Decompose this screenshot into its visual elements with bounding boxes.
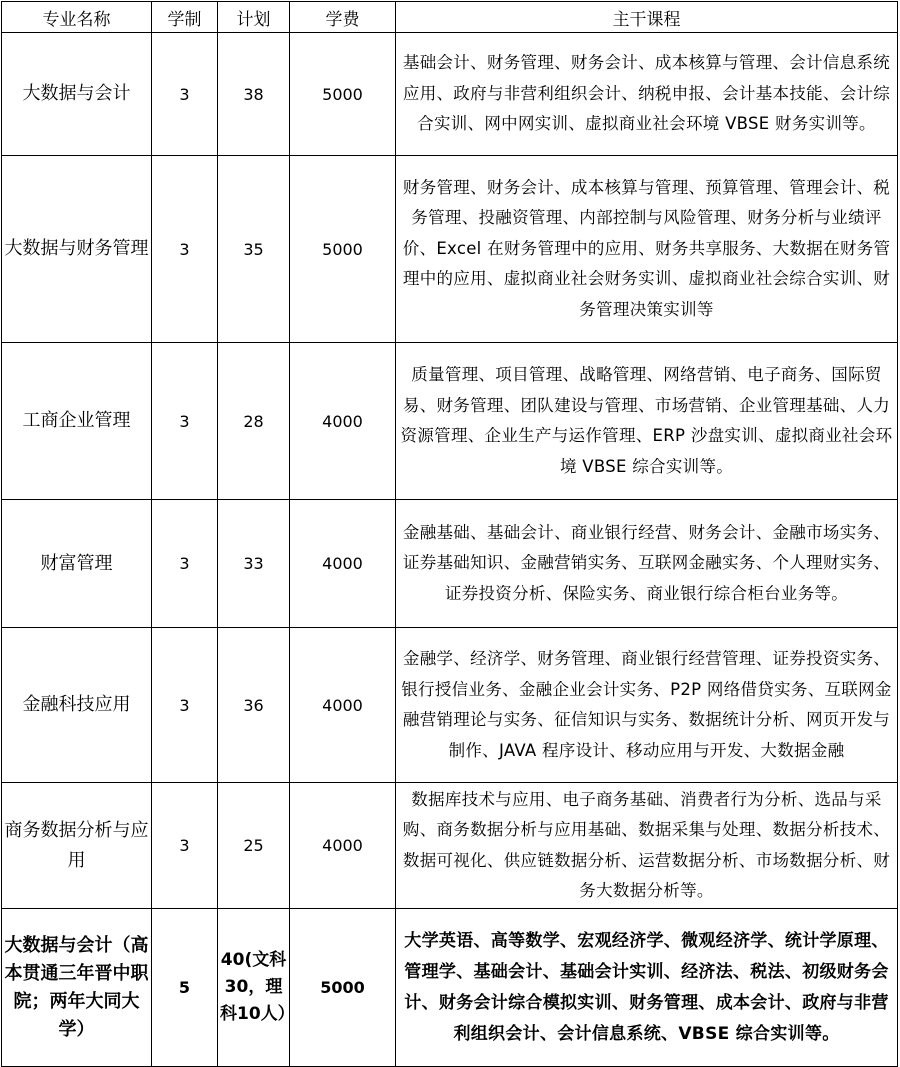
tuition-cell: 5000 (290, 33, 396, 156)
header-tuition: 学费 (290, 2, 396, 33)
tuition-cell: 4000 (290, 500, 396, 628)
header-major-name: 专业名称 (2, 2, 152, 33)
duration-cell: 3 (152, 33, 218, 156)
duration-cell: 3 (152, 628, 218, 783)
table-row (2, 500, 898, 628)
program-table (1, 1, 898, 1067)
table-row (2, 33, 898, 156)
duration-cell: 3 (152, 156, 218, 343)
plan-cell: 35 (218, 156, 290, 343)
table-body (2, 33, 898, 1067)
courses-cell: 基础会计、财务管理、财务会计、成本核算与管理、会计信息系统应用、政府与非营利组织会计、纳税申报、会计基本技能、会计综合实训、网中网实训、虚拟商业社会环境 VBSE 财务实训等。 (396, 33, 898, 156)
major-name-cell: 大数据与会计 (2, 33, 152, 156)
header-duration: 学制 (152, 2, 218, 33)
major-name-cell: 财富管理 (2, 500, 152, 628)
table-row (2, 783, 898, 909)
plan-cell: 25 (218, 783, 290, 909)
tuition-cell: 5000 (290, 909, 396, 1067)
table-row (2, 628, 898, 783)
header-plan: 计划 (218, 2, 290, 33)
plan-cell: 36 (218, 628, 290, 783)
plan-cell: 28 (218, 343, 290, 500)
table-row (2, 909, 898, 1067)
plan-cell: 40(文科30，理科10人） (218, 909, 290, 1067)
header-row (2, 2, 898, 33)
tuition-cell: 5000 (290, 156, 396, 343)
tuition-cell: 4000 (290, 343, 396, 500)
plan-cell: 38 (218, 33, 290, 156)
major-name-cell: 商务数据分析与应用 (2, 783, 152, 909)
header-courses: 主干课程 (396, 2, 898, 33)
tuition-cell: 4000 (290, 628, 396, 783)
table-header (2, 2, 898, 33)
duration-cell: 3 (152, 500, 218, 628)
major-name-cell: 大数据与会计（高本贯通三年晋中职院；两年大同大学） (2, 909, 152, 1067)
courses-cell: 大学英语、高等数学、宏观经济学、微观经济学、统计学原理、管理学、基础会计、基础会计实训、经济法、税法、初级财务会计、财务会计综合模拟实训、财务管理、成本会计、政府与非营利组织会计、会计信息系统、VBSE 综合实训等。 (396, 909, 898, 1067)
table-row (2, 156, 898, 343)
major-name-cell: 工商企业管理 (2, 343, 152, 500)
table-row (2, 343, 898, 500)
duration-cell: 5 (152, 909, 218, 1067)
major-name-cell: 大数据与财务管理 (2, 156, 152, 343)
major-name-cell: 金融科技应用 (2, 628, 152, 783)
plan-cell: 33 (218, 500, 290, 628)
duration-cell: 3 (152, 343, 218, 500)
courses-cell: 财务管理、财务会计、成本核算与管理、预算管理、管理会计、税务管理、投融资管理、内部控制与风险管理、财务分析与业绩评价、Excel 在财务管理中的应用、财务共享服务、大数据在财务管理中的应用、虚拟商业社会财务实训、虚拟商业社会综合实训、财务管理决策实训等 (396, 156, 898, 343)
courses-cell: 金融基础、基础会计、商业银行经营、财务会计、金融市场实务、证券基础知识、金融营销实务、互联网金融实务、个人理财实务、证券投资分析、保险实务、商业银行综合柜台业务等。 (396, 500, 898, 628)
courses-cell: 质量管理、项目管理、战略管理、网络营销、电子商务、国际贸易、财务管理、团队建设与管理、市场营销、企业管理基础、人力资源管理、企业生产与运作管理、ERP 沙盘实训、虚拟商业社会环境 VBSE 综合实训等。 (396, 343, 898, 500)
duration-cell: 3 (152, 783, 218, 909)
courses-cell: 金融学、经济学、财务管理、商业银行经营管理、证券投资实务、银行授信业务、金融企业会计实务、P2P 网络借贷实务、互联网金融营销理论与实务、征信知识与实务、数据统计分析、网页开发与制作、JAVA 程序设计、移动应用与开发、大数据金融 (396, 628, 898, 783)
tuition-cell: 4000 (290, 783, 396, 909)
courses-cell: 数据库技术与应用、电子商务基础、消费者行为分析、选品与采购、商务数据分析与应用基础、数据采集与处理、数据分析技术、数据可视化、供应链数据分析、运营数据分析、市场数据分析、财务大数据分析等。 (396, 783, 898, 909)
